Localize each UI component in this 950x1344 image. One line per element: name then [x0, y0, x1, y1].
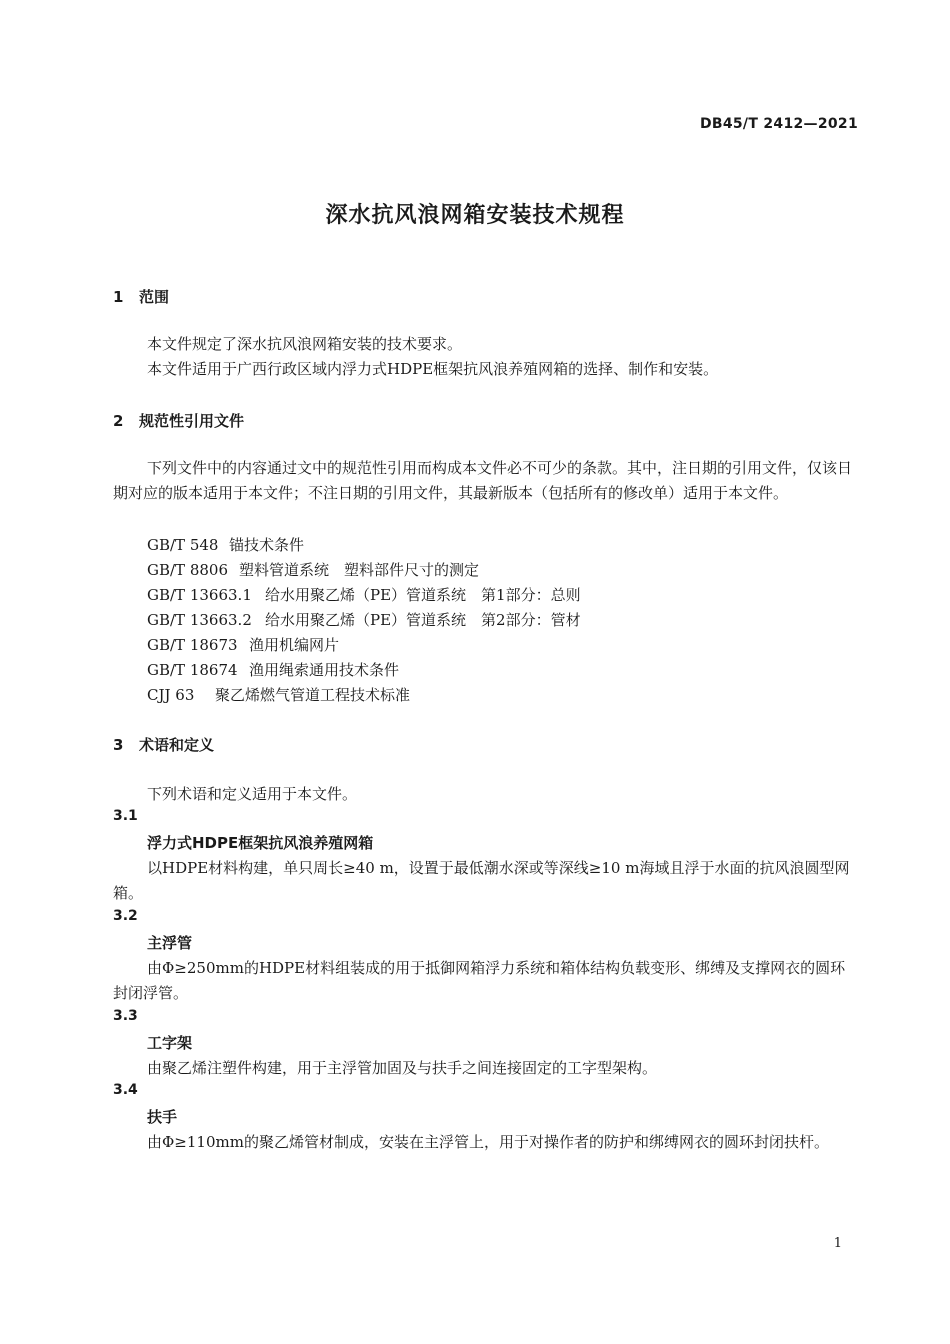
reference-code: GB/T 8806 — [147, 561, 229, 579]
section-number: 2 — [113, 412, 124, 430]
term-name: 主浮管 — [147, 934, 193, 952]
page-number: 1 — [833, 1236, 842, 1251]
term-number: 3.4 — [113, 1082, 138, 1098]
terms-intro: 下列术语和定义适用于本文件。 — [147, 785, 358, 803]
term-name: 工字架 — [147, 1034, 193, 1052]
reference-title: 聚乙烯燃气管道工程技术标准 — [215, 686, 411, 704]
scope-paragraph-2: 本文件适用于广西行政区域内浮力式HDPE框架抗风浪养殖网箱的选择、制作和安装。 — [147, 360, 719, 378]
reference-title: 给水用聚乙烯（PE）管道系统 第2部分：管材 — [265, 611, 581, 629]
reference-title: 给水用聚乙烯（PE）管道系统 第1部分：总则 — [265, 586, 581, 604]
reference-code: GB/T 13663.2 — [147, 611, 252, 629]
page-title: 深水抗风浪网箱安装技术规程 — [325, 203, 625, 228]
term-definition: 以HDPE材料构建，单只周长≥40 m，设置于最低潮水深或等深线≥10 m海域且浮于水面的抗风浪圆型网箱。 — [113, 859, 850, 902]
term-definition: 由聚乙烯注塑件构建，用于主浮管加固及与扶手之间连接固定的工字型架构。 — [147, 1059, 658, 1077]
term-name: 扶手 — [147, 1108, 178, 1126]
reference-item — [147, 609, 581, 630]
reference-code: GB/T 548 — [147, 536, 219, 554]
reference-item — [147, 659, 399, 680]
section-number: 3 — [113, 736, 124, 754]
references-intro: 下列文件中的内容通过文中的规范性引用而构成本文件必不可少的条款。其中，注日期的引用文件，仅该日期对应的版本适用于本文件；不注日期的引用文件，其最新版本（包括所有的修改单）适用于本文件。 — [113, 459, 853, 502]
document-code: DB45/T 2412—2021 — [699, 116, 858, 132]
section-heading-terms — [113, 734, 214, 755]
reference-code: GB/T 18673 — [147, 636, 238, 654]
section-title: 规范性引用文件 — [139, 412, 245, 430]
reference-item — [147, 584, 581, 605]
reference-title: 渔用绳索通用技术条件 — [249, 661, 400, 679]
reference-item — [147, 559, 479, 580]
reference-item — [147, 634, 339, 655]
reference-code: GB/T 18674 — [147, 661, 238, 679]
reference-item — [147, 534, 304, 555]
reference-title: 锚技术条件 — [229, 536, 305, 554]
reference-item — [147, 684, 410, 705]
section-heading-scope — [113, 286, 169, 307]
reference-title: 塑料管道系统 塑料部件尺寸的测定 — [239, 561, 480, 579]
term-number: 3.3 — [113, 1008, 138, 1024]
term-number: 3.1 — [113, 808, 138, 824]
term-definition: 由Φ≥250mm的HDPE材料组装成的用于抵御网箱浮力系统和箱体结构负载变形、绑缚及支撑网衣的圆环封闭浮管。 — [113, 959, 846, 1002]
term-name: 浮力式HDPE框架抗风浪养殖网箱 — [147, 834, 374, 852]
reference-title: 渔用机编网片 — [249, 636, 340, 654]
section-title: 术语和定义 — [139, 736, 215, 754]
section-heading-normative-references — [113, 410, 244, 431]
scope-paragraph-1: 本文件规定了深水抗风浪网箱安装的技术要求。 — [147, 335, 463, 353]
term-number: 3.2 — [113, 908, 138, 924]
reference-code: CJJ 63 — [147, 686, 195, 704]
section-number: 1 — [113, 288, 124, 306]
term-definition: 由Φ≥110mm的聚乙烯管材制成，安装在主浮管上，用于对操作者的防护和绑缚网衣的圆环封闭扶杆。 — [147, 1133, 829, 1151]
section-title: 范围 — [139, 288, 170, 306]
reference-code: GB/T 13663.1 — [147, 586, 252, 604]
